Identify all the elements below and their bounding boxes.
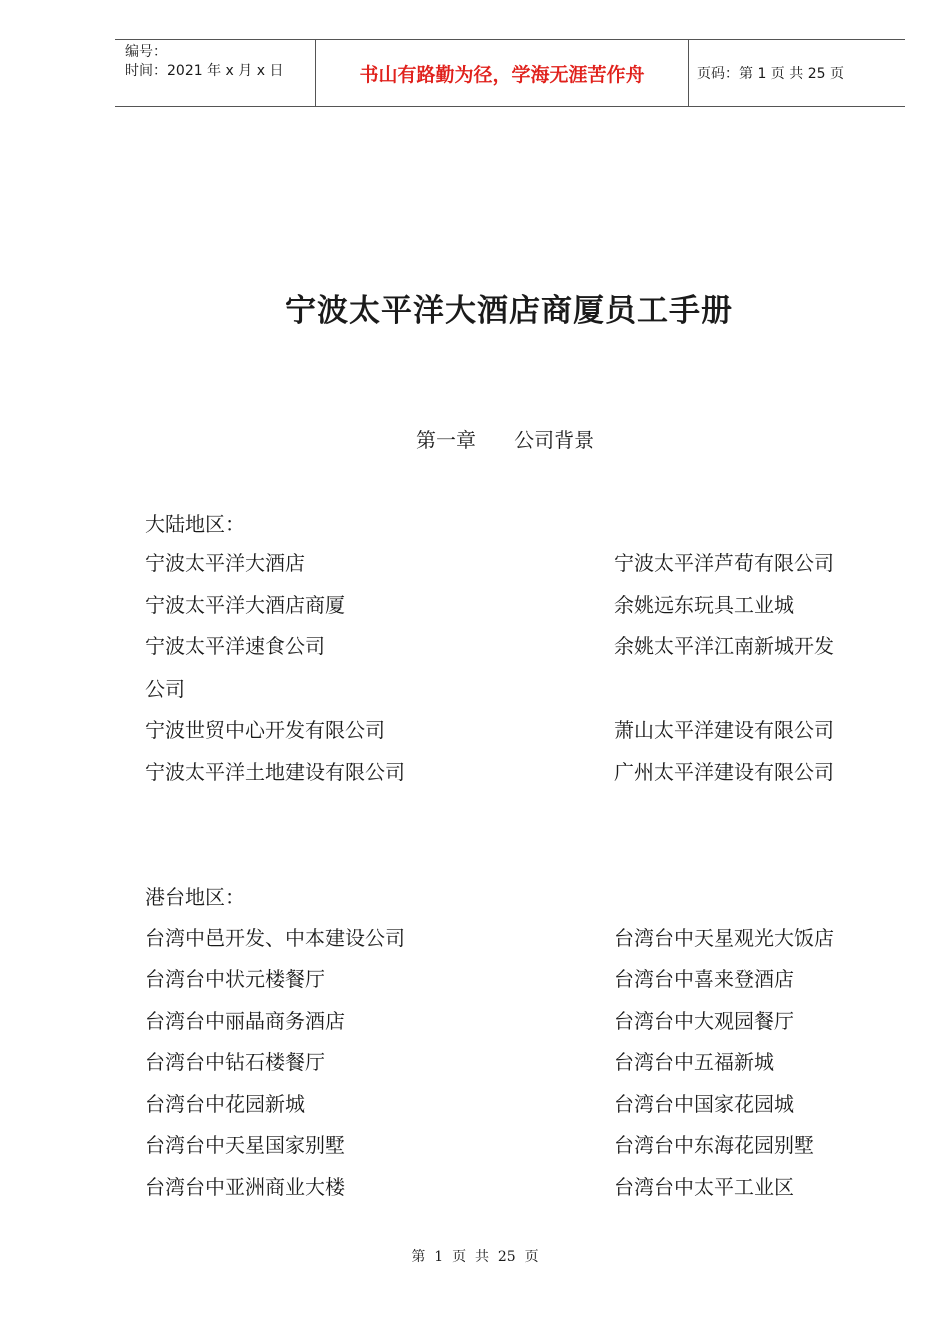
company-right: 宁波太平洋芦荀有限公司 <box>614 551 834 575</box>
list-item <box>145 1129 865 1157</box>
list-item <box>145 673 865 701</box>
company-left: 台湾台中花园新城 <box>145 1092 305 1116</box>
list-item <box>145 630 865 658</box>
company-left: 台湾台中钻石楼餐厅 <box>145 1050 325 1074</box>
company-left: 宁波太平洋土地建设有限公司 <box>145 760 405 784</box>
document-title: 宁波太平洋大酒店商厦员工手册 <box>285 293 733 329</box>
company-right: 台湾台中大观园餐厅 <box>614 1009 794 1033</box>
company-left: 宁波太平洋大酒店 <box>145 551 305 575</box>
company-right: 台湾台中太平工业区 <box>614 1175 794 1199</box>
company-left: 宁波太平洋大酒店商厦 <box>145 593 345 617</box>
company-right: 台湾台中国家花园城 <box>614 1092 794 1116</box>
company-left: 台湾台中天星国家别墅 <box>145 1133 345 1157</box>
company-left: 公司 <box>145 677 185 701</box>
mainland-heading: 大陆地区： <box>145 512 245 536</box>
company-left: 宁波世贸中心开发有限公司 <box>145 718 385 742</box>
company-left: 台湾台中丽晶商务酒店 <box>145 1009 345 1033</box>
company-right: 台湾台中五福新城 <box>614 1050 774 1074</box>
company-left: 宁波太平洋速食公司 <box>145 634 325 658</box>
company-right: 台湾台中喜来登酒店 <box>614 967 794 991</box>
list-item <box>145 1005 865 1033</box>
list-item <box>145 1171 865 1199</box>
page-footer: 第 1 页 共 25 页 <box>411 1249 539 1265</box>
company-right: 广州太平洋建设有限公司 <box>614 760 834 784</box>
list-item <box>145 922 865 950</box>
company-right: 萧山太平洋建设有限公司 <box>614 718 834 742</box>
company-right: 台湾台中天星观光大饭店 <box>614 926 834 950</box>
number-label: 编号： <box>125 44 167 60</box>
hktw-heading: 港台地区： <box>145 885 245 909</box>
company-left: 台湾台中状元楼餐厅 <box>145 967 325 991</box>
header-motto: 书山有路勤为径，学海无涯苦作舟 <box>316 40 689 106</box>
list-item <box>145 589 865 617</box>
chapter-heading: 第一章 公司背景 <box>416 428 595 452</box>
header-page-info: 页码：第 1 页 共 25 页 <box>697 66 844 82</box>
list-item <box>145 756 865 784</box>
header-meta <box>115 40 316 106</box>
list-item <box>145 1088 865 1116</box>
list-item <box>145 1046 865 1074</box>
company-right: 余姚太平洋江南新城开发 <box>614 634 834 658</box>
list-item <box>145 547 865 575</box>
list-item <box>145 963 865 991</box>
company-right: 余姚远东玩具工业城 <box>614 593 794 617</box>
company-right: 台湾台中东海花园别墅 <box>614 1133 814 1157</box>
company-left: 台湾中邑开发、中本建设公司 <box>145 926 405 950</box>
company-left: 台湾台中亚洲商业大楼 <box>145 1175 345 1199</box>
list-item <box>145 714 865 742</box>
page-header <box>115 39 905 107</box>
time-label: 时间：2021 年 x 月 x 日 <box>125 63 284 79</box>
